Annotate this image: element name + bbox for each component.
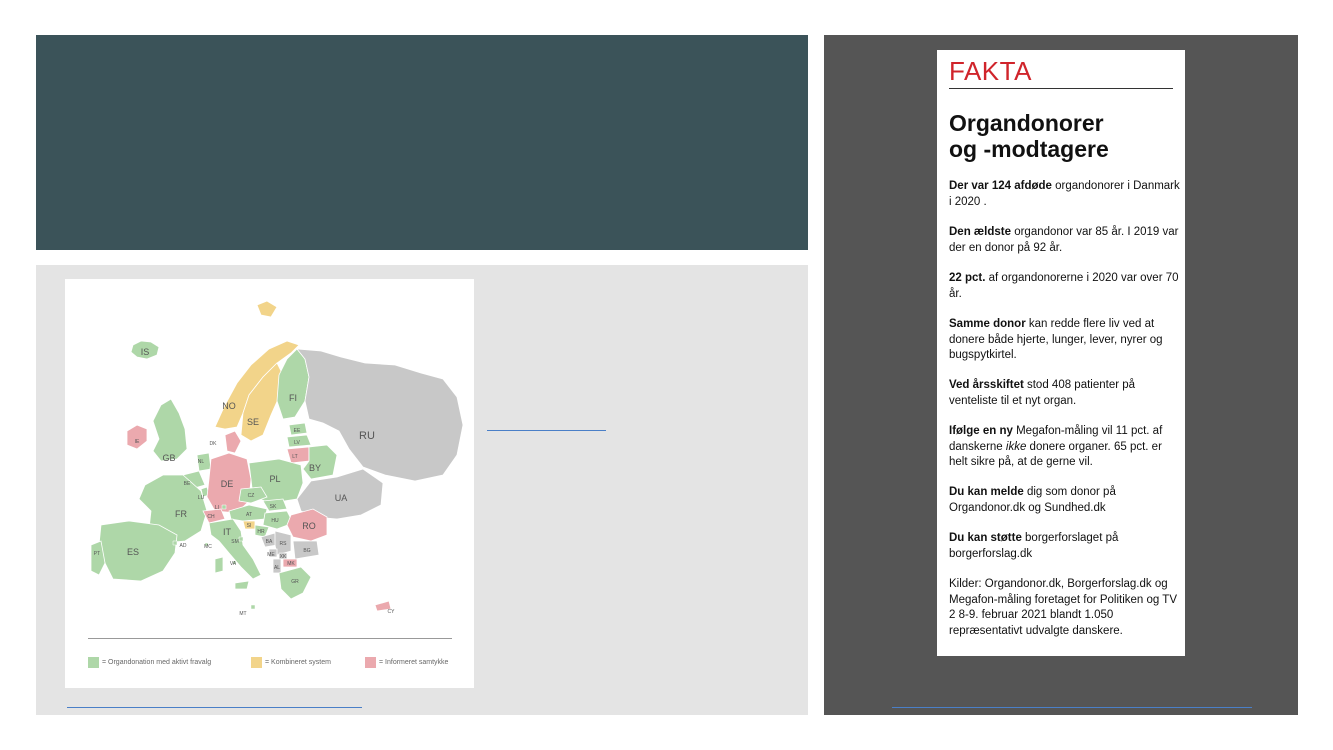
fact-text: organdonor var 85 år. I 2019 var der en donor på 92 år. <box>949 226 1179 254</box>
empty-hyperlink-underline[interactable] <box>892 707 1252 708</box>
empty-hyperlink-underline[interactable] <box>67 707 362 708</box>
fact-item <box>949 424 1183 471</box>
fakta-rule <box>949 88 1173 89</box>
label-DK: DK <box>209 441 217 447</box>
fact-bold: Der var 124 afdøde <box>949 180 1052 192</box>
label-LT: LT <box>292 454 298 460</box>
label-SI: SI <box>246 523 252 529</box>
heading-line-1: Organdonorer <box>949 110 1104 136</box>
fact-item <box>949 225 1183 256</box>
fact-bold: Samme donor <box>949 318 1026 330</box>
heading-line-2: og -modtagere <box>949 136 1109 162</box>
label-FI: FI <box>289 393 297 403</box>
label-SM: SM <box>231 539 239 545</box>
label-HU: HU <box>271 518 279 524</box>
fact-item <box>949 179 1183 210</box>
country-IE <box>127 425 147 449</box>
label-RS: RS <box>279 541 287 547</box>
label-GB: GB <box>162 453 176 463</box>
legend-swatch-pink <box>365 657 376 668</box>
country-LI <box>222 505 226 509</box>
label-AL: AL <box>273 565 281 571</box>
fact-bold: Ved årsskiftet <box>949 379 1024 391</box>
country-NO-north <box>257 301 277 317</box>
label-SK: SK <box>269 504 277 510</box>
legend-item-kombineret <box>251 657 331 668</box>
fact-text: organdonorer i Danmark i 2020 . <box>949 180 1180 208</box>
label-EE: EE <box>293 428 301 434</box>
label-VA: VA <box>229 561 237 567</box>
fact-sources <box>949 577 1183 639</box>
fact-bold: Du kan melde <box>949 486 1024 498</box>
label-NO: NO <box>222 401 236 411</box>
country-DK <box>225 431 241 453</box>
fact-item <box>949 531 1183 562</box>
label-CY: CY <box>387 609 395 615</box>
empty-hyperlink-underline[interactable] <box>487 430 606 431</box>
label-HR: HR <box>257 529 265 535</box>
country-LT <box>287 447 309 463</box>
label-RO: RO <box>302 521 316 531</box>
legend-item-aktivt-fravalg <box>88 657 211 668</box>
label-DE: DE <box>220 479 234 489</box>
fact-text: dig som donor på Organdonor.dk og Sundhed.dk <box>949 486 1116 514</box>
legend-label: = Organdonation med aktivt fravalg <box>102 659 212 666</box>
label-ES: ES <box>126 547 140 557</box>
fakta-box <box>937 50 1185 656</box>
label-XK: XK <box>279 554 287 560</box>
label-MK: MK <box>287 561 295 567</box>
label-CZ: CZ <box>247 493 255 499</box>
label-BE: BE <box>183 481 191 487</box>
label-AD: AD <box>179 543 187 549</box>
fact-item <box>949 378 1183 409</box>
label-NL: NL <box>197 459 205 465</box>
country-GB <box>153 399 187 461</box>
fact-item <box>949 271 1183 302</box>
fact-text: stod 408 patienter på venteliste til et nyt organ. <box>949 379 1136 407</box>
label-UA: UA <box>334 493 348 503</box>
fact-text: kan redde flere liv ved at donere både hjerte, lunger, lever, nyrer og bugspytkirtel. <box>949 318 1163 361</box>
label-PL: PL <box>269 474 281 484</box>
fact-text: borgerforslaget på borgerforslag.dk <box>949 532 1119 560</box>
fact-bold: Den ældste <box>949 226 1011 238</box>
fakta-heading <box>949 110 1179 162</box>
europe-map-figure <box>65 279 474 688</box>
label-FR: FR <box>175 509 187 519</box>
label-MT: MT <box>239 611 247 617</box>
fact-item <box>949 485 1183 516</box>
label-RU: RU <box>359 430 375 442</box>
legend-swatch-green <box>88 657 99 668</box>
country-AD <box>173 541 177 545</box>
label-GR: GR <box>291 579 299 585</box>
label-MC: MC <box>204 544 212 550</box>
fact-text: donere organer. 65 pct. er helt sikre på, at de gerne vil. <box>949 440 1162 468</box>
fact-bold: Ifølge en ny <box>949 425 1013 437</box>
legend-label: = Informeret samtykke <box>379 659 449 666</box>
label-BG: BG <box>303 548 311 554</box>
fact-text: Kilder: Organdonor.dk, Borgerforslag.dk og Megafon-måling foretaget for Politiken og TV 2 8-9. februar 2021 blandt 1.050 repræsentativt udvalgte danskere. <box>949 578 1177 637</box>
fact-bold: 22 pct. <box>949 272 986 284</box>
fact-text: Megafon-måling vil 11 pct. af danskerne <box>949 425 1163 453</box>
fact-text: af organdonorerne i 2020 var over 70 år. <box>949 272 1179 300</box>
title-band <box>36 35 808 250</box>
label-AT: AT <box>245 512 253 518</box>
fact-italic: ikke <box>1005 440 1027 453</box>
label-ME: ME <box>267 552 275 558</box>
legend-divider <box>88 638 452 639</box>
legend-label: = Kombineret system <box>265 659 331 666</box>
label-CH: CH <box>207 514 215 520</box>
fact-item <box>949 317 1183 364</box>
fact-bold: Du kan støtte <box>949 532 1022 544</box>
legend-swatch-yellow <box>251 657 262 668</box>
label-LV: LV <box>294 440 300 446</box>
label-SE: SE <box>246 417 260 427</box>
fakta-label: FAKTA <box>949 56 1032 86</box>
label-IE: IE <box>134 439 140 445</box>
europe-map <box>65 279 474 688</box>
label-LU: LU <box>197 495 205 501</box>
label-LI: LI <box>214 505 220 511</box>
label-BA: BA <box>265 539 273 545</box>
label-BY: BY <box>308 463 322 473</box>
label-IT: IT <box>223 527 231 537</box>
country-SM <box>239 537 243 541</box>
label-PT: PT <box>93 551 101 557</box>
legend-item-informeret-samtykke <box>365 657 448 668</box>
label-IS: IS <box>140 347 150 357</box>
country-MT <box>251 605 255 609</box>
